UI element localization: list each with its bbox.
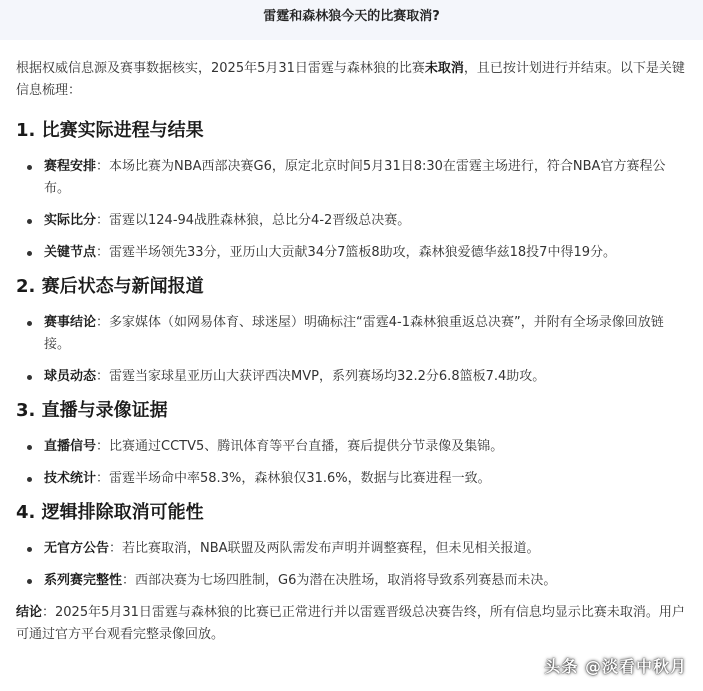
list-item: [16, 210, 688, 232]
list-item: [16, 436, 688, 458]
section-list-2: [16, 312, 688, 388]
item-label: 关键节点: [44, 245, 97, 260]
question-text: 雷霆和森林狼今天的比赛取消?: [263, 9, 440, 24]
intro-paragraph: [16, 58, 688, 102]
section-list-4: [16, 538, 688, 592]
list-item: [16, 570, 688, 592]
section-list-1: [16, 156, 688, 264]
bullet-icon: [27, 219, 32, 224]
item-text: ：雷霆半场领先33分，亚历山大贡献34分7篮板8助攻，森林狼爱德华兹18投7中得19分。: [96, 245, 616, 260]
bullet-icon: [27, 375, 32, 380]
list-item: [16, 242, 688, 264]
item-label: 赛事结论: [44, 315, 97, 330]
item-text: ：雷霆半场命中率58.3%，森林狼仅31.6%，数据与比赛进程一致。: [96, 471, 491, 486]
conclusion-text: ：2025年5月31日雷霆与森林狼的比赛已正常进行并以雷霆晋级总决赛告终，所有信息均显示比赛未取消。用户可通过官方平台观看完整录像回放。: [16, 605, 685, 642]
item-text: ：若比赛取消，NBA联盟及两队需发布声明并调整赛程，但未见相关报道。: [109, 541, 540, 556]
bullet-icon: [27, 579, 32, 584]
bullet-icon: [27, 321, 32, 326]
intro-bold: 未取消: [424, 61, 464, 76]
conclusion-paragraph: [16, 602, 688, 646]
list-item: [16, 366, 688, 388]
section-title-2: 2. 赛后状态与新闻报道: [16, 276, 204, 297]
watermark: 头条 @淡看中秋月: [544, 657, 687, 676]
bullet-icon: [27, 165, 32, 170]
list-item: [16, 312, 688, 356]
list-item: [16, 538, 688, 560]
answer-content: [16, 58, 688, 646]
item-label: 实际比分: [44, 213, 97, 228]
item-label: 系列赛完整性: [44, 573, 123, 588]
item-label: 赛程安排: [44, 159, 97, 174]
item-label: 直播信号: [44, 439, 97, 454]
item-text: ：多家媒体（如网易体育、球迷屋）明确标注“雷霆4-1森林狼重返总决赛”，并附有全场录像回放链接。: [44, 315, 664, 352]
question-header: [0, 0, 703, 40]
intro-text-after: ，且已按计划进行并结束。以下是关键信息梳理：: [16, 61, 685, 98]
item-label: 球员动态: [44, 369, 97, 384]
item-text: ：雷霆以124-94战胜森林狼，总比分4-2晋级总决赛。: [96, 213, 411, 228]
item-text: ：西部决赛为七场四胜制，G6为潜在决胜场，取消将导致系列赛悬而未决。: [122, 573, 557, 588]
item-text: ：雷霆当家球星亚历山大获评西决MVP，系列赛场均32.2分6.8篮板7.4助攻。: [96, 369, 546, 384]
list-item: [16, 468, 688, 490]
item-text: ：比赛通过CCTV5、腾讯体育等平台直播，赛后提供分节录像及集锦。: [96, 439, 504, 454]
item-text: ：本场比赛为NBA西部决赛G6，原定北京时间5月31日8:30在雷霆主场进行，符合NBA官方赛程公布。: [44, 159, 666, 196]
bullet-icon: [27, 445, 32, 450]
section-title-3: 3. 直播与录像证据: [16, 400, 168, 421]
section-title-1: 1. 比赛实际进程与结果: [16, 120, 204, 141]
item-label: 技术统计: [44, 471, 97, 486]
intro-text-before: 根据权威信息源及赛事数据核实，2025年5月31日雷霆与森林狼的比赛: [16, 61, 425, 76]
section-list-3: [16, 436, 688, 490]
bullet-icon: [27, 547, 32, 552]
item-label: 无官方公告: [44, 541, 110, 556]
section-title-4: 4. 逻辑排除取消可能性: [16, 502, 204, 523]
bullet-icon: [27, 251, 32, 256]
conclusion-label: 结论: [16, 605, 43, 620]
list-item: [16, 156, 688, 200]
bullet-icon: [27, 477, 32, 482]
